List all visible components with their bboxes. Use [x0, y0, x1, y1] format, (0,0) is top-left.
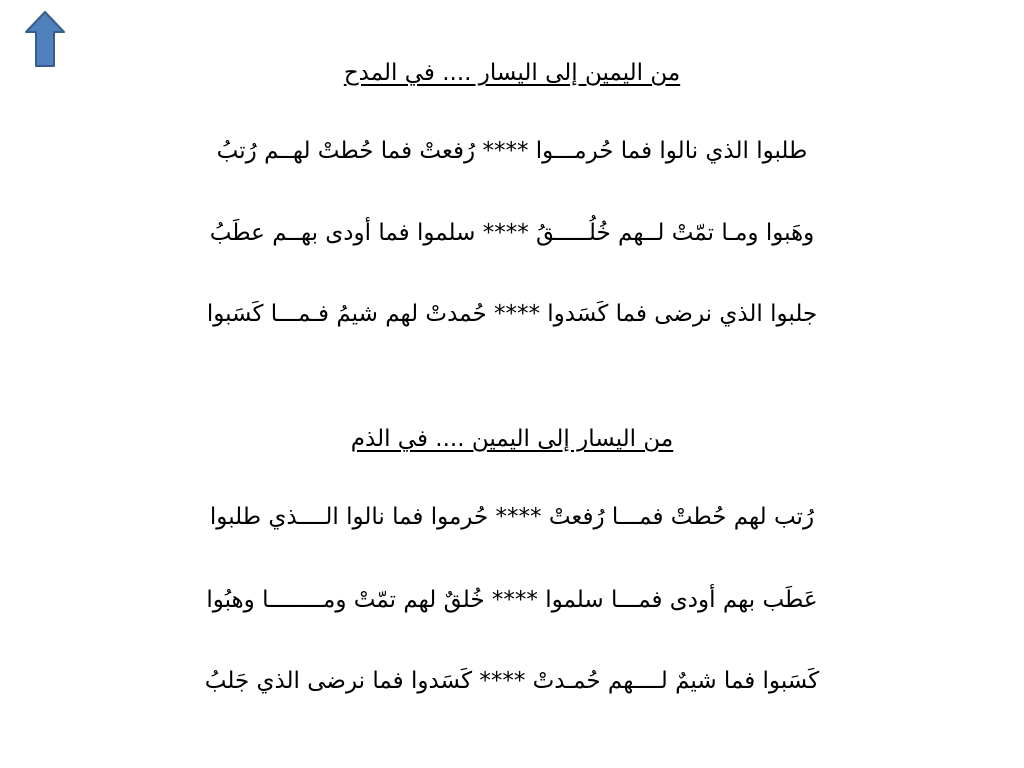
- verse-line: جلبوا الذي نرضى فما كَسَدوا **** حُمدتْ لهم شيمُ فـمـــا كَسَبوا: [206, 301, 818, 327]
- verse-line: كَسَبوا فما شيمٌ لــــهم حُمـدتْ **** كَسَدوا فما نرضى الذي جَلبُ: [204, 668, 820, 694]
- verse-line: وهَبوا ومـا تمّتْ لــهم خُلُـــــقُ **** سلموا فما أودى بهــم عطَبُ: [209, 220, 815, 246]
- up-arrow-button[interactable]: [24, 10, 66, 68]
- section-2-heading: من اليسار إلى اليمين .... في الذم: [350, 426, 674, 452]
- section-1-heading: من اليمين إلى اليسار .... في المدح: [343, 60, 681, 86]
- verse-line: طلبوا الذي نالوا فما حُرمـــوا **** رُفعتْ فما حُطتْ لهــم رُتبُ: [216, 138, 808, 164]
- verse-line: عَطَب بهم أودى فمـــا سلموا **** خُلقٌ لهم تمّتْ ومــــــــا وهبُوا: [206, 587, 818, 613]
- up-arrow-icon: [24, 10, 66, 68]
- verse-line: رُتب لهم حُطتْ فمـــا رُفعتْ **** حُرموا فما نالوا الــــذي طلبوا: [209, 504, 815, 530]
